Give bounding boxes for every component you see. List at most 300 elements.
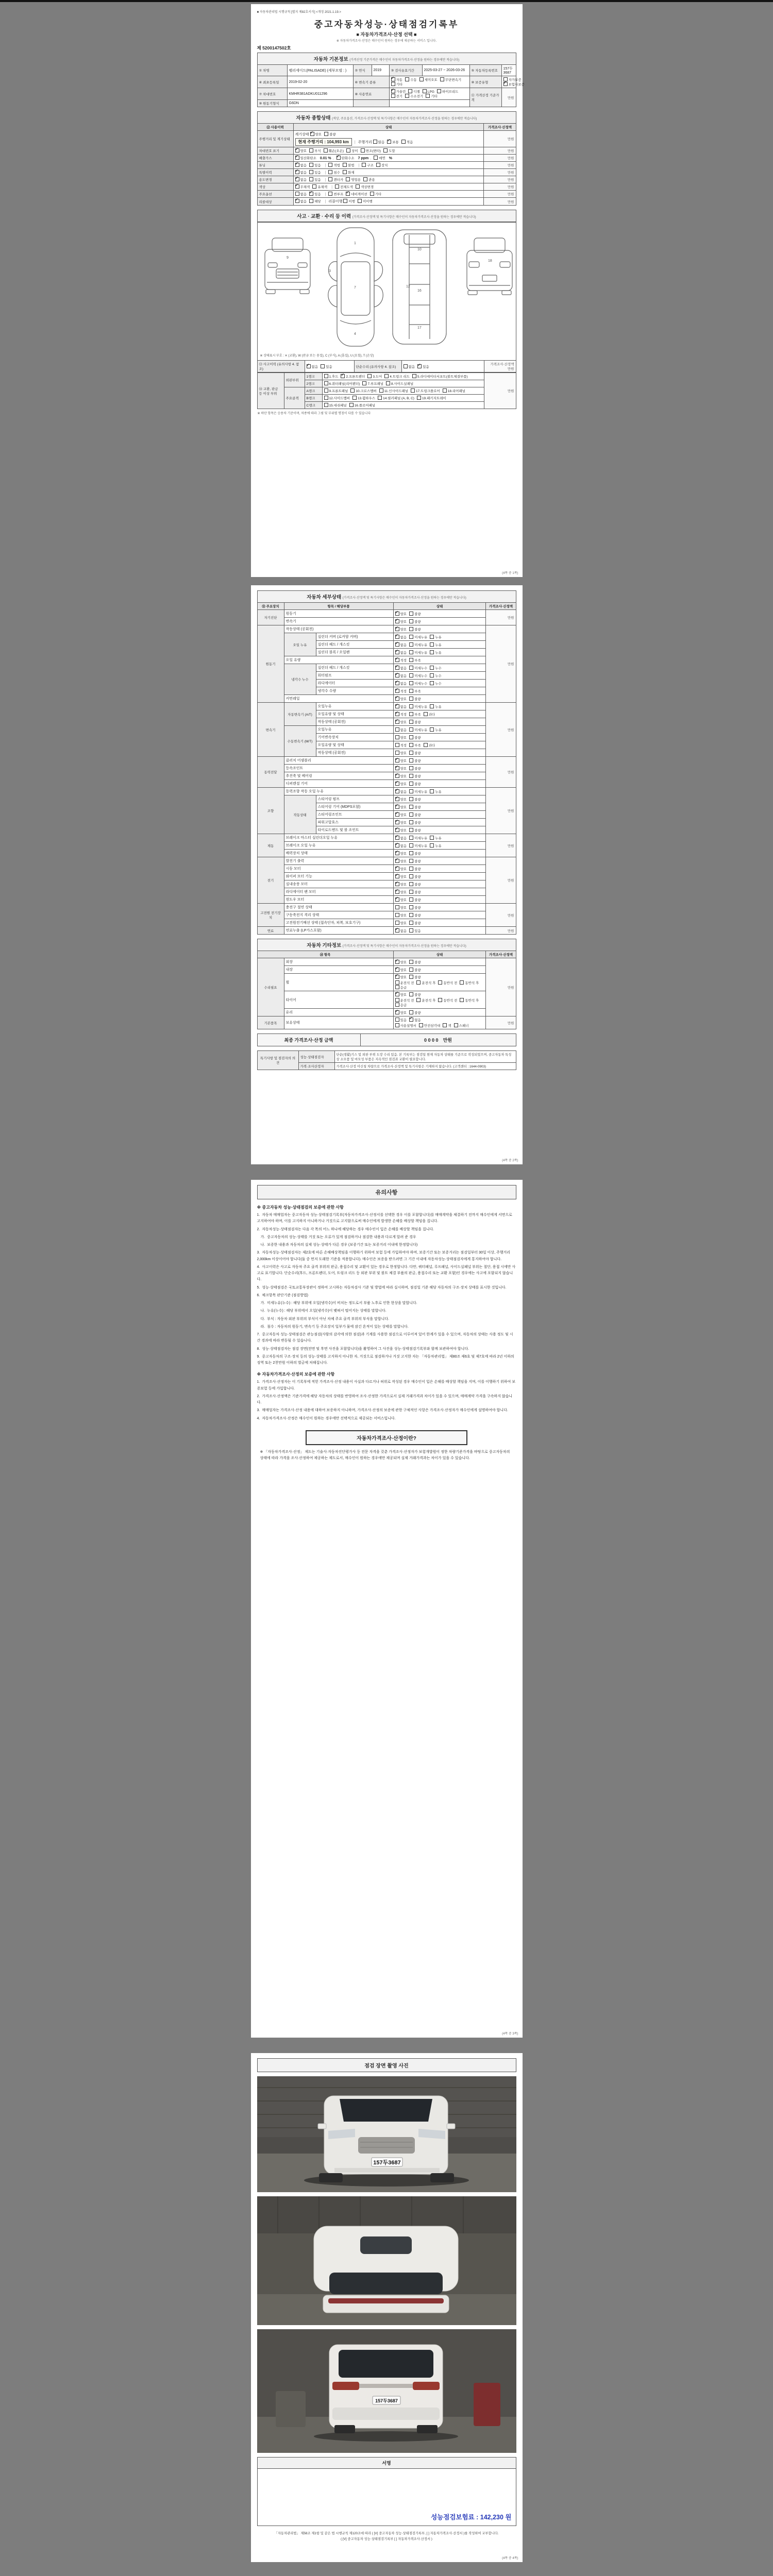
device-row — [257, 703, 516, 710]
item-name: 변속기 — [284, 618, 393, 625]
device-name: 수리필요 — [257, 958, 284, 1016]
checkbox-icon — [419, 77, 424, 81]
svg-text:17: 17 — [417, 326, 422, 330]
footer-legal-text — [257, 2531, 516, 2542]
item-name: 구동축전지 격리 상태 — [284, 911, 393, 919]
item-state — [393, 834, 486, 842]
checkbox-option: 동반석 전 — [438, 998, 457, 1003]
recall-label: 리콜대상 — [257, 198, 293, 206]
checkbox-option: ✓ 양호 — [395, 812, 407, 817]
amount-cell: 만원 — [486, 703, 516, 757]
checkbox-option: 운전석 전 — [395, 998, 414, 1003]
checkbox-option: 적음 — [401, 140, 413, 144]
amount-cell: 만원 — [484, 155, 516, 162]
checkbox-icon — [430, 681, 434, 685]
device-row — [257, 873, 516, 880]
checkbox-option: 렌터카 — [328, 177, 343, 182]
item-name: 파워고압호스 — [316, 819, 393, 826]
checkbox-icon — [395, 897, 399, 902]
checkbox-icon — [310, 132, 314, 136]
checkbox-option: ✓가솔린 — [391, 89, 406, 94]
item-state — [393, 911, 486, 919]
notice-paragraph: 1. 가격조사·산정자는 이 기록부에 적힌 가격조사·산정 내용이 사실과 다르거나 허위로 작성된 경우 매수인이 입은 손해를 배상할 책임을 지며, 이를 이행하기 위하여 보증보험 등에 가입합니다. — [257, 1380, 516, 1391]
device-row — [257, 1016, 516, 1029]
checkbox-icon — [438, 998, 442, 1002]
notice-paragraph: 2. 자동차성능·상태점검자는 다음 각 목의 어느 하나에 해당하는 경우 매수인이 입은 손해를 배상할 책임을 집니다. — [257, 1227, 434, 1231]
item-state — [393, 726, 486, 734]
item-state — [393, 974, 486, 991]
checkbox-option: 불량 — [409, 968, 421, 972]
outer-panel-label: 외판부위 — [284, 373, 305, 387]
checkbox-icon — [346, 177, 350, 181]
amount-cell: 만원 — [486, 610, 516, 625]
checkbox-option: ✓ 있음 — [417, 364, 429, 369]
checkbox-icon — [395, 913, 399, 917]
checkbox-option: 17.트렁크플로어 — [411, 388, 440, 393]
checkbox-icon — [358, 199, 362, 203]
sub-group-name: 작동상태 — [284, 795, 316, 834]
checkbox-option: 있음 — [395, 1018, 407, 1022]
checkbox-option: 불량 — [409, 627, 421, 632]
item-name: 오일누유 — [316, 726, 393, 734]
item-name: 실린더 헤드 / 개스킷 — [316, 641, 393, 649]
checkbox-option: 누유 — [430, 635, 442, 639]
co-checkbox — [295, 157, 319, 160]
checkbox-option: 미세누수 — [409, 681, 427, 686]
checkbox-icon — [409, 905, 413, 909]
emission-row — [257, 155, 516, 162]
svg-text:3: 3 — [328, 269, 331, 273]
checkbox-icon — [412, 374, 416, 378]
checkbox-option: 불량 — [409, 851, 421, 856]
checkbox-option: 미이행 — [358, 199, 373, 204]
item-state — [393, 672, 486, 680]
checkbox-icon — [409, 782, 413, 786]
checkbox-icon — [395, 1018, 399, 1022]
checkbox-option: 도말 — [383, 148, 395, 153]
item-name: 오일유량 및 상태 — [316, 710, 393, 718]
checkbox-icon — [409, 774, 413, 778]
item-name: 오일 유량 — [284, 656, 393, 664]
checkbox-option: ✓ 양호 — [310, 132, 322, 137]
item-state — [393, 904, 486, 911]
checkbox-icon — [409, 704, 413, 708]
checkbox-option: 양호 — [395, 751, 407, 755]
checkbox-icon — [350, 388, 355, 393]
checkbox-icon — [343, 170, 347, 174]
checkbox-option: ✓ 양호 — [395, 782, 407, 786]
checkbox-icon — [460, 998, 464, 1002]
checkbox-option: 불량 — [409, 797, 421, 802]
item-name: 고전원전기배선 상태 (접속단자, 피복, 보호기구) — [284, 919, 393, 927]
checkbox-icon — [409, 712, 413, 716]
item-name: 내장 — [284, 966, 393, 974]
checkbox-option: ✓ 양호 — [395, 697, 407, 701]
item-state — [393, 888, 486, 896]
amount-cell: 만원 — [486, 788, 516, 834]
license-plate-text-rear: 157두3687 — [375, 2398, 398, 2403]
item-name: 스티어링 기어 (MDPS포함) — [316, 803, 393, 811]
item-name: 작동상태 (공회전) — [284, 625, 393, 633]
checkbox-option: ✓ 보통 — [387, 140, 399, 144]
checkbox-icon — [295, 199, 299, 203]
item-name: 외장 — [284, 958, 393, 966]
checkbox-icon — [419, 1023, 423, 1027]
amount-cell: 만원 — [486, 904, 516, 927]
sub-group-name: 냉각수 누수 — [284, 664, 316, 695]
item-state — [393, 880, 486, 888]
checkbox-option: 미세누유 — [409, 635, 427, 639]
item-state — [393, 896, 486, 904]
checkbox-option: 5.라디에이터서포트(볼트체결부품) — [412, 374, 468, 379]
price-appraisal-box-title: 자동차가격조사·산정이란? — [306, 1430, 467, 1445]
checkbox-option: ✓ 없음 — [395, 650, 407, 655]
checkbox-option: 1.후드 — [324, 374, 339, 379]
page-3 — [251, 1180, 523, 2038]
amount-cell: 만원 — [486, 958, 516, 1016]
device-name: 연료 — [257, 927, 284, 935]
checkbox-option: ✓보험사보증 — [503, 82, 525, 87]
checkbox-option: 불량 — [409, 859, 421, 863]
device-row — [257, 664, 516, 672]
checkbox-icon — [409, 735, 413, 739]
checkbox-option: 미세누유 — [409, 727, 427, 732]
checkbox-option: 양호 — [395, 905, 407, 910]
checkbox-option: ✓ 있음 — [309, 192, 321, 196]
device-row — [257, 927, 516, 935]
checkbox-option: 없음 — [395, 727, 407, 732]
checkbox-option: 침수 — [328, 170, 340, 175]
detail-state-table — [257, 590, 516, 935]
checkbox-icon — [409, 867, 413, 871]
document-title: 중고자동차성능·상태점검기록부 — [314, 20, 459, 29]
checkbox-icon — [409, 797, 413, 801]
checkbox-option: ✓ 없음 — [395, 666, 407, 670]
checkbox-icon — [361, 148, 365, 152]
checkbox-option: 운전석 전 — [395, 980, 414, 985]
checkbox-option: 안전삼각대 — [419, 1023, 440, 1028]
trans-options — [389, 76, 469, 88]
checkbox-icon — [395, 797, 399, 801]
checkbox-option: ✓ 양호 — [395, 968, 407, 972]
footer-line-1: 「자동차관리법」 제58조 제1항 및 같은 법 시행규칙 제120조에 따라 ( [V] 중고자동차 성능·상태점검기록부, [ ] 자동차가격조사·산정서 )를 작성하여 교부합니다. — [274, 2532, 499, 2535]
checkbox-icon — [367, 374, 372, 378]
checkbox-icon — [395, 851, 399, 855]
inspect-value: 2025-03-27 ~ 2026-03-26 — [422, 65, 469, 76]
item-state — [393, 664, 486, 672]
co-value: 0.01 % — [320, 157, 331, 160]
checkbox-option: 불량 — [409, 697, 421, 701]
checkbox-icon — [409, 851, 413, 855]
checkbox-option: 누유 — [430, 650, 442, 655]
page-mark: (4쪽 중 3쪽) — [502, 2032, 518, 2036]
device-row — [257, 991, 516, 1009]
mileage-state: 계기상태 ✓ 양호 불량 현재 주행거리 : 104,993 km | 주행거리 많음 ✓ 보통 적음 — [293, 131, 484, 147]
checkbox-icon — [295, 156, 299, 160]
checkbox-option: 불량 — [409, 921, 421, 925]
device-name: 자기진단 — [257, 610, 284, 625]
usage-state: ✓ 없음 있음 | 렌터카 영업용 관용 — [293, 176, 484, 183]
checkbox-option: ✓ 적정 — [395, 658, 407, 663]
color-row — [257, 183, 516, 191]
checkbox-icon — [438, 980, 442, 985]
checkbox-icon — [312, 184, 316, 189]
checkbox-icon — [395, 859, 399, 863]
checkbox-icon — [409, 1018, 413, 1022]
checkbox-icon — [391, 82, 395, 86]
checkbox-icon — [324, 381, 328, 385]
svg-text:18: 18 — [488, 259, 492, 263]
checkbox-option: ✓ 양호 — [395, 627, 407, 632]
checkbox-option: 있음 — [309, 170, 321, 175]
amount-cell: 만원 — [486, 857, 516, 904]
checkbox-option: 불량 — [409, 975, 421, 979]
checkbox-option: 불량 — [409, 812, 421, 817]
checkbox-option: 불량 — [409, 612, 421, 616]
checkbox-option: 무단변속기 — [440, 77, 461, 82]
checkbox-option: 미세누유 — [409, 789, 427, 794]
device-row — [257, 966, 516, 974]
checkbox-option: 양호 — [395, 735, 407, 740]
checkbox-option: ✓ 양호 — [395, 774, 407, 778]
checkbox-option: ✓양호 — [395, 992, 407, 997]
notice-sec1-title: ※ 중고자동차 성능·상태점검의 보증에 관한 사항 — [257, 1205, 344, 1210]
checkbox-option: ✓ 양호 — [395, 720, 407, 724]
etc-col-item: ⑯ 항목 — [257, 951, 393, 958]
checkbox-icon — [309, 177, 313, 181]
item-state — [393, 803, 486, 811]
rank1-label: 1랭크 — [305, 373, 322, 380]
car-diagram-panel — [257, 222, 516, 360]
checkbox-option: ✓ 없음 — [295, 163, 307, 167]
item-name: 보유상태 — [284, 1016, 393, 1029]
rankC-label: C랭크 — [305, 402, 322, 409]
notice-paragraph: 라. 침수 : 자동차의 원동기, 변속기 등 주요장치 일부가 물에 잠긴 흔적이 있는 상태를 말합니다. — [257, 1325, 409, 1329]
item-name: 실내송풍 모터 — [284, 880, 393, 888]
checkbox-option: 누수 — [430, 666, 442, 670]
checkbox-option: ✓ 없음 — [295, 199, 307, 204]
checkbox-icon — [395, 867, 399, 871]
device-row — [257, 757, 516, 765]
item-name: 스티어링 펌프 — [316, 795, 393, 803]
page-mark: (4쪽 중 4쪽) — [502, 2557, 518, 2560]
item-state — [393, 757, 486, 765]
remark-who-inspector: 성능·상태점검자 — [298, 1051, 334, 1063]
item-name: 작동상태 (공회전) — [316, 718, 393, 726]
checkbox-option: 없음 — [404, 364, 415, 369]
checkbox-option: 미세누유 — [409, 650, 427, 655]
device-row — [257, 850, 516, 857]
item-state — [393, 780, 486, 788]
checkbox-icon — [307, 364, 311, 368]
checkbox-icon — [395, 658, 399, 662]
checkbox-option: 13.휠하우스 — [352, 396, 375, 400]
notice-paragraph: 7. 중고자동차 성능·상태점검은 관능점검(사람의 감각에 의한 점검)과 기계를 사용한 점검으로 이루어져 있어 한계가 있을 수 있으며, 자동차의 상태는 사용 정도 및 시간 경과에 따라 변동될 수 있습니다. — [257, 1333, 513, 1343]
checkbox-icon — [395, 805, 399, 809]
checkbox-icon — [395, 635, 399, 639]
checkbox-option: 누유 — [430, 789, 442, 794]
checkbox-option: 불량 — [409, 735, 421, 740]
notice-paragraph: 3. 매매업자는 가격조사·산정 내용에 대하여 보증하지 아니하며, 가격조사·산정의 보증에 관한 구체적인 사항은 가격조사·산정자가 매수인에게 설명하여야 합니다. — [257, 1409, 508, 1413]
item-name: 실린더 커버 (로커암 커버) — [316, 633, 393, 641]
notice-sec1-body — [257, 1212, 516, 1366]
checkbox-option: 7.루프패널 — [362, 381, 383, 386]
checkbox-icon — [430, 727, 434, 732]
checkbox-option: ✓ 없음 — [395, 673, 407, 678]
checkbox-option: 운전석 후 — [416, 980, 435, 985]
accident-history-table — [257, 360, 516, 372]
checkbox-option: 매연 — [374, 156, 385, 160]
checkbox-option: 양호 — [395, 921, 407, 925]
checkbox-option: 없음 — [295, 192, 307, 196]
option-label: 주요옵션 — [257, 191, 293, 198]
notice-paragraph: 9. 중고자동차의 구조·장치 등의 성능·상태를 고지하지 아니한 자, 거짓으로 점검하거나 거짓 고지한 자는 「자동차관리법」 제80조 제6호 및 제7호에 따라 2년 이하의 징역 또는 2천만원 이하의 벌금에 처해집니다. — [257, 1354, 515, 1365]
rankB-options — [322, 395, 484, 402]
special-label: 특별이력 — [257, 169, 293, 176]
checkbox-icon — [430, 836, 434, 840]
checkbox-icon — [395, 874, 399, 878]
svg-text:9: 9 — [286, 256, 289, 260]
checkbox-icon — [337, 156, 341, 160]
current-mileage-box: 현재 주행거리 : 104,993 km — [295, 138, 352, 146]
detail-section-title: 자동차 세부상태 (가격조사·산정액 및 특기사항은 매수인이 자동차가격조사·산정을 원하는 경우에만 적습니다) — [257, 591, 516, 603]
checkbox-option: ✓양호 — [395, 975, 407, 979]
checkbox-option: 불량 — [409, 782, 421, 786]
item-state — [393, 850, 486, 857]
blank-cell — [389, 100, 469, 107]
device-name: 고전원 전기장치 — [257, 904, 284, 927]
device-row — [257, 656, 516, 664]
item-name: 라디에이터 — [316, 680, 393, 687]
checkbox-icon — [409, 650, 413, 654]
checkbox-option: 장치 — [376, 163, 388, 167]
checkbox-option: 부족 — [409, 689, 421, 693]
item-name: 배력장치 상태 — [284, 850, 393, 857]
remark-row-inspector — [257, 1051, 516, 1063]
device-name: 기본품목 — [257, 1016, 284, 1029]
amount-cell: 만원 — [486, 1016, 516, 1029]
recall-state: ✓ 없음 해당 | 리콜이행 이행 미이행 — [293, 198, 484, 206]
detail-col-device: ⑮ 주요장치 — [257, 603, 284, 610]
checkbox-icon — [395, 735, 399, 739]
checkbox-option: 운전석 후 — [416, 998, 435, 1003]
checkbox-icon — [324, 374, 328, 378]
checkbox-option: 이행 — [343, 199, 355, 204]
checkbox-option: 12.사이드멤버 — [324, 396, 350, 400]
svg-text:16: 16 — [417, 289, 422, 293]
recall-detail-label: 리콜이행 — [328, 200, 343, 204]
checkbox-icon — [409, 805, 413, 809]
checkbox-icon — [423, 89, 427, 93]
item-name: 등속조인트 — [284, 765, 393, 772]
checkbox-icon — [395, 985, 399, 989]
checkbox-option: 있음 — [409, 928, 421, 933]
engine-label: ⑨ 원동기형식 — [257, 100, 287, 107]
checkbox-icon — [309, 148, 313, 152]
device-row — [257, 726, 516, 734]
exchange-label: ⑭ 교환, 판금 등 이상 부위 — [257, 373, 284, 409]
checkbox-option: 불량 — [409, 905, 421, 910]
recall-row — [257, 198, 516, 206]
item-state — [393, 1016, 486, 1029]
checkbox-option: ✓ 양호 — [395, 619, 407, 624]
checkbox-option: 미세누유 — [409, 642, 427, 647]
checkbox-icon — [409, 673, 413, 677]
checkbox-option: 수동 — [405, 77, 417, 82]
checkbox-icon — [409, 658, 413, 662]
checkbox-icon — [395, 980, 399, 985]
checkbox-option: 누유 — [430, 836, 442, 840]
checkbox-option: 미세누유 — [409, 843, 427, 848]
etc-section-title: 자동차 기타정보 (가격조사·산정액 및 특기사항은 매수인이 자동차가격조사·산정을 원하는 경우에만 적습니다) — [257, 939, 516, 951]
checkbox-icon — [335, 184, 339, 189]
page-mark: (4쪽 중 1쪽) — [502, 572, 518, 575]
checkbox-option: ✓ 없음 — [295, 170, 307, 175]
checkbox-option: 불량 — [409, 874, 421, 879]
overall-col-state: 상태 — [293, 124, 484, 131]
item-state — [393, 656, 486, 664]
amount-cell: 만원 — [484, 198, 516, 206]
checkbox-icon — [409, 897, 413, 902]
device-row — [257, 919, 516, 927]
checkbox-icon — [395, 704, 399, 708]
checkbox-option: ✓ 양호 — [395, 1010, 407, 1015]
remark-label: 특기사항 및 점검자의 의견 — [257, 1051, 298, 1070]
checkbox-option: 불량 — [409, 828, 421, 833]
item-state — [393, 819, 486, 826]
checkbox-option: 있음 — [321, 364, 332, 369]
checkbox-option: 기타 — [370, 192, 382, 196]
checkbox-icon — [416, 998, 421, 1002]
checkbox-option: 미세누수 — [409, 666, 427, 670]
item-state — [393, 610, 486, 618]
checkbox-option: 상이 — [346, 148, 358, 153]
checkbox-icon — [362, 163, 366, 167]
item-name: 발전기 출력 — [284, 857, 393, 865]
checkbox-option: 기타 — [426, 94, 438, 98]
gauge-label: 계기상태 — [295, 133, 309, 137]
device-name: 동력전달 — [257, 757, 284, 788]
checkbox-icon — [409, 627, 413, 631]
vin-label: ⑦ 차대번호 — [257, 88, 287, 100]
firstreg-value: 2019-02-20 — [287, 76, 353, 88]
checkbox-option: ✓ 없음 — [395, 642, 407, 647]
device-row — [257, 857, 516, 865]
checkbox-option: 부족 — [409, 743, 421, 748]
checkbox-option: ✓ 양호 — [395, 897, 407, 902]
item-name: 오일누유 — [316, 703, 393, 710]
notice-paragraph: 나. 누유(누수) : 해당 부위에서 오일(냉각수)이 맺혀서 떨어지는 상태를 말합니다. — [257, 1309, 386, 1313]
item-state — [393, 811, 486, 819]
checkbox-option: 응급 — [395, 985, 407, 990]
checkbox-icon — [404, 364, 408, 368]
amount-cell: 만원 — [486, 927, 516, 935]
checkbox-icon — [409, 882, 413, 886]
checkbox-icon — [409, 697, 413, 701]
checkbox-icon — [395, 882, 399, 886]
checkbox-icon — [430, 843, 434, 848]
checkbox-icon — [324, 132, 328, 136]
etc-info-table — [257, 939, 516, 1029]
checkbox-icon — [395, 650, 399, 654]
checkbox-icon — [409, 921, 413, 925]
amount-cell: 만원 — [484, 176, 516, 183]
tuning-label: 튜닝 — [257, 162, 293, 169]
checkbox-icon — [395, 766, 399, 770]
checkbox-icon — [395, 627, 399, 631]
checkbox-icon — [503, 82, 508, 86]
checkbox-icon — [395, 905, 399, 909]
